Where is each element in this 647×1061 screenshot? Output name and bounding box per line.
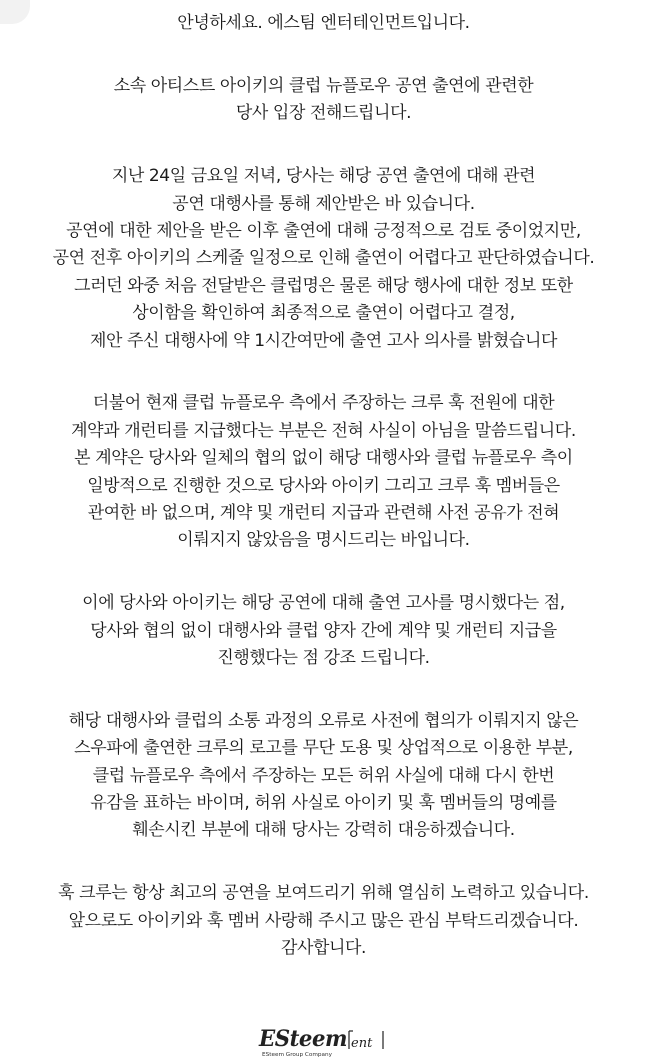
logo-suffix: ent bbox=[351, 1036, 373, 1051]
statement-line: 더불어 현재 클럽 뉴플로우 측에서 주장하는 크루 훅 전원에 대한 bbox=[92, 393, 555, 414]
statement-line: 공연 대행사를 통해 제안받은 바 있습니다. bbox=[172, 193, 475, 214]
statement-line: 공연에 대한 제안을 받은 이후 출연에 대해 긍정적으로 검토 중이었지만, bbox=[66, 220, 581, 241]
statement-line: 이뤄지지 않았음을 명시드리는 바입니다. bbox=[177, 530, 470, 551]
statement-line: 그러던 와중 처음 전달받은 클럽명은 물론 해당 행사에 대한 정보 또한 bbox=[74, 275, 573, 296]
statement-line: 유감을 표하는 바이며, 허위 사실로 아이키 및 훅 멤버들의 명예를 bbox=[90, 793, 557, 814]
statement-paragraph bbox=[0, 880, 647, 962]
statement-paragraph bbox=[0, 590, 647, 672]
statement-line: 훅 크루는 항상 최고의 공연을 보여드리기 위해 열심히 노력하고 있습니다. bbox=[58, 883, 589, 904]
statement-paragraph bbox=[0, 73, 647, 128]
esteem-logo bbox=[0, 1020, 647, 1061]
statement-line: 스우파에 출연한 크루의 로고를 무단 도용 및 상업적으로 이용한 부분, bbox=[74, 738, 573, 759]
statement-line: 소속 아티스트 아이키의 클럽 뉴플로우 공연 출연에 관련한 bbox=[113, 75, 534, 96]
statement-line: 지난 24일 금요일 저녁, 당사는 해당 공연 출연에 대해 관련 bbox=[111, 166, 536, 187]
statement-line: 이에 당사와 아이키는 해당 공연에 대해 출연 고사를 명시했다는 점, bbox=[82, 593, 565, 614]
statement-line: 상이함을 확인하여 최종적으로 출연이 어렵다고 결정, bbox=[132, 303, 515, 324]
statement-line: 당사 입장 전해드립니다. bbox=[235, 103, 412, 124]
statement-paragraph bbox=[0, 163, 647, 355]
statement-line: 계약과 개런티를 지급했다는 부분은 전혀 사실이 아님을 말씀드립니다. bbox=[71, 420, 576, 441]
statement-body bbox=[0, 10, 647, 998]
statement-line: 안녕하세요. 에스팀 엔터테인먼트입니다. bbox=[177, 13, 470, 33]
statement-line: 앞으로도 아이키와 훅 멤버 사랑해 주시고 많은 관심 부탁드리겠습니다. bbox=[68, 910, 579, 931]
statement-line: 훼손시킨 부분에 대해 당사는 강력히 대응하겠습니다. bbox=[132, 820, 515, 841]
statement-line: 관여한 바 없으며, 계약 및 개런티 지급과 관련해 사전 공유가 전혀 bbox=[87, 502, 560, 523]
statement-line: 당사와 협의 없이 대행사와 클럽 양자 간에 계약 및 개런티 지급을 bbox=[90, 620, 557, 641]
logo-tagline: ESteem Group Company bbox=[262, 1052, 333, 1058]
statement-line: 제안 주신 대행사에 약 1시간여만에 출연 고사 의사를 밝혔습니다 bbox=[89, 330, 558, 351]
statement-line: 일방적으로 진행한 것으로 당사와 아이키 그리고 크루 훅 멤버들은 bbox=[87, 475, 560, 496]
statement-line: 해당 대행사와 클럽의 소통 과정의 오류로 사전에 협의가 이뤄지지 않은 bbox=[68, 710, 579, 731]
statement-paragraph bbox=[0, 10, 647, 37]
logo-wordmark: ESteem bbox=[258, 1026, 347, 1052]
statement-line: 공연 전후 아이키의 스케줄 일정으로 인해 출연이 어렵다고 판단하였습니다. bbox=[52, 248, 595, 269]
statement-paragraph bbox=[0, 708, 647, 845]
esteem-logo-mark bbox=[0, 1020, 647, 1061]
statement-line: 감사합니다. bbox=[280, 938, 367, 959]
statement-paragraph bbox=[0, 390, 647, 554]
statement-line: 클럽 뉴플로우 측에서 주장하는 모든 허위 사실에 대해 다시 한번 bbox=[92, 765, 555, 786]
statement-line: 진행했다는 점 강조 드립니다. bbox=[217, 648, 430, 669]
statement-line: 본 계약은 당사와 일체의 협의 없이 해당 대행사와 클럽 뉴플로우 측이 bbox=[74, 448, 573, 469]
